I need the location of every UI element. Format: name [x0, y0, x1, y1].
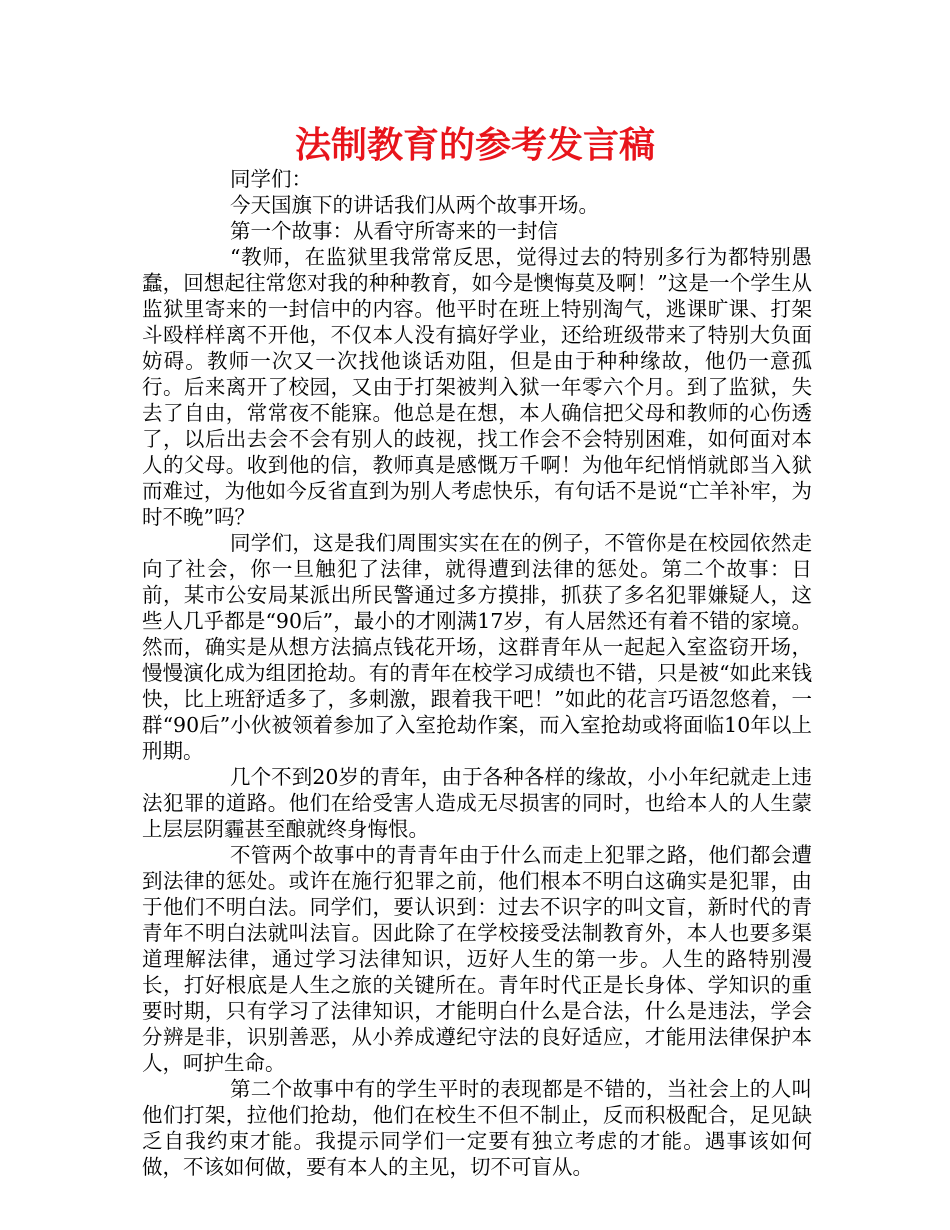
story-one-paragraph: “教师，在监狱里我常常反思，觉得过去的特别多行为都特别愚蠢，回想起往常您对我的种种教育，如今是懊悔莫及啊！”这是一个学生从监狱里寄来的一封信中的内容。他平时在班上特别淘气，逃课旷课、打架斗殴样样离不开他，不仅本人没有搞好学业，还给班级带来了特别大负面妨碍。教师一次又一次找他谈话劝阻，但是由于种种缘故，他仍一意孤行。后来离开了校园，又由于打架被判入狱一年零六个月。到了监狱，失去了自由，常常夜不能寐。他总是在想，本人确信把父母和教师的心伤透了，以后出去会不会有别人的歧视，找工作会不会特别困难，如何面对本人的父母。收到他的信，教师真是感慨万千啊！为他年纪悄悄就郎当入狱而难过，为他如今反省直到为别人考虑快乐，有句话不是说“亡羊补牢，为时不晚”吗？ — [142, 245, 812, 529]
intro-paragraph: 今天国旗下的讲话我们从两个故事开场。 — [230, 193, 599, 217]
self-discipline-paragraph: 第二个故事中有的学生平时的表现都是不错的，当社会上的人叫他们打架，拉他们抢劫，他们在校生不但不制止，反而积极配合，足见缺乏自我约束才能。我提示同学们一定要有独立考虑的才能。遇事该如何做，不该如何做，要有本人的主见，切不可盲从。 — [142, 1077, 812, 1179]
salutation-paragraph: 同学们： — [230, 167, 312, 191]
story-two-paragraph: 同学们，这是我们周围实实在在的例子，不管你是在校园依然走向了社会，你一旦触犯了法律，就得遭到法律的惩处。第二个故事：日前，某市公安局某派出所民警通过多方摸排，抓获了多名犯罪嫌疑人，这些人几乎都是“90后”，最小的才刚满17岁，有人居然还有着不错的家境。然而，确实是从想方法搞点钱花开场，这群青年从一起起入室盗窃开场，慢慢演化成为组团抢劫。有的青年在校学习成绩也不错，只是被“如此来钱快，比上班舒适多了，多刺激，跟着我干吧！”如此的花言巧语忽悠着，一群“90后”小伙被领着参加了入室抢劫作案，而入室抢劫或将面临10年以上刑期。 — [142, 531, 812, 763]
youth-crime-paragraph: 几个不到20岁的青年，由于各种各样的缘故，小小年纪就走上违法犯罪的道路。他们在给受害人造成无尽损害的同时，也给本人的人生蒙上层层阴霾甚至酿就终身悔恨。 — [142, 765, 812, 841]
document-body — [142, 166, 812, 1180]
legal-awareness-paragraph: 不管两个故事中的青青年由于什么而走上犯罪之路，他们都会遭到法律的惩处。或许在施行犯罪之前，他们根本不明白这确实是犯罪，由于他们不明白法。同学们，要认识到：过去不识字的叫文盲，新时代的青青年不明白法就叫法盲。因此除了在学校接受法制教育外，本人也要多渠道理解法律，通过学习法律知识，迈好人生的第一步。人生的路特别漫长，打好根底是人生之旅的关键所在。青年时代正是长身体、学知识的重要时期，只有学习了法律知识，才能明白什么是合法，什么是违法，学会分辨是非，识别善恶，从小养成遵纪守法的良好适应，才能用法律保护本人，呵护生命。 — [142, 843, 812, 1075]
document-title: 法制教育的参考发言稿 — [294, 125, 655, 166]
story-one-heading: 第一个故事：从看守所寄来的一封信 — [230, 219, 558, 243]
